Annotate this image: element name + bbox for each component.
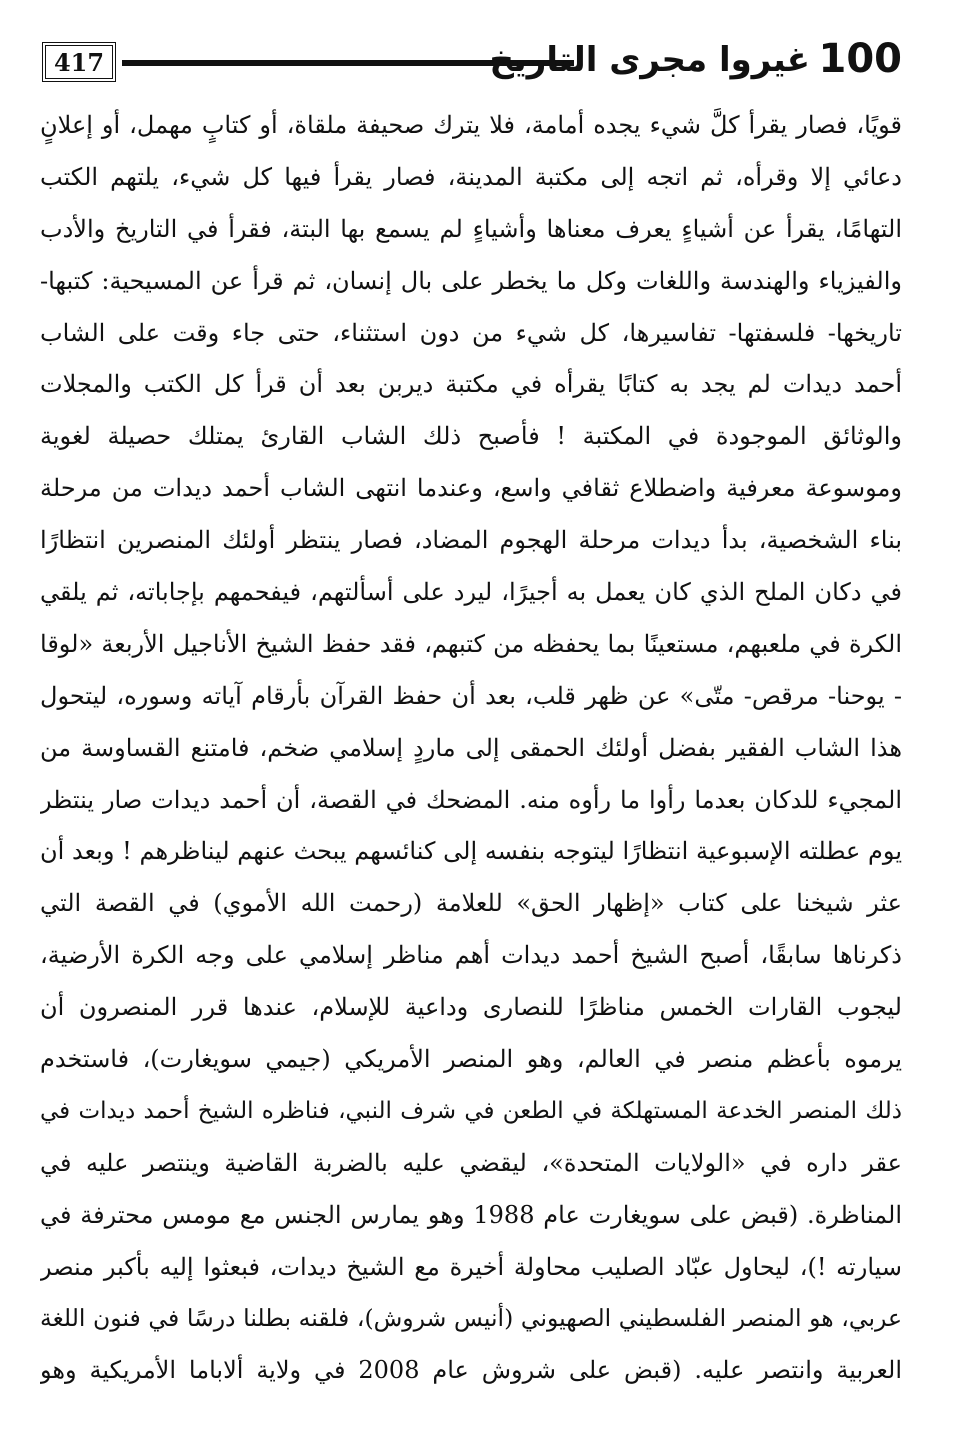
- text-line: قويًا، فصار يقرأ كلَّ شيء يجده أمامة، فلا يترك صحيفة ملقاة، أو كتابٍ مهمل، أو إعلانٍ: [40, 111, 902, 139]
- text-line: المناظرة. (قبض على سويغارت عام 1988 وهو يمارس الجنس مع مومس محترفة في: [40, 1200, 902, 1229]
- page-header: [42, 38, 902, 90]
- text-line: والفيزياء والهندسة واللغات وكل ما يخطر على بال إنسان، ثم قرأ عن المسيحية: كتبها-: [40, 266, 902, 295]
- text-line: التهامًا، يقرأ عن أشياءٍ يعرف معناها وأشياءٍ لم يسمع بها البتة، فقرأ في التاريخ والأدب: [40, 214, 902, 243]
- text-line: يوم عطلته الإسبوعية انتظارًا ليتوجه بنفسه إلى كنائسهم يبحث عنهم ليناظرهم ! وبعد أن: [40, 837, 902, 866]
- book-number: 100: [818, 36, 902, 82]
- book-title: غيروا مجرى التاريخ: [489, 40, 810, 80]
- text-line: دعائي إلا وقرأه، ثم اتجه إلى مكتبة المدينة، فصار يقرأ فيها كل شيء، يلتهم الكتب: [40, 162, 902, 191]
- page-number: 417: [42, 42, 116, 82]
- text-line: سيارته !)، ليحاول عبّاد الصليب محاولة أخيرة مع الشيخ ديدات، فبعثوا إليه بأكبر منصر: [40, 1252, 902, 1281]
- text-line: يرموه بأعظم منصر في العالم، وهو المنصر الأمريكي (جيمي سويغارت)، فاستخدم: [40, 1045, 902, 1074]
- text-line: وموسوعة معرفية واضطلاع ثقافي واسع، وعندما انتهى الشاب أحمد ديدات من مرحلة: [40, 474, 902, 503]
- text-line: في دكان الملح الذي كان يعمل به أجيرًا، ليرد على أسألتهم، فيفحمهم بإجاباته، ثم يلقي: [40, 578, 902, 607]
- text-line: المجيء للدكان بعدما رأوا ما رأوه منه. المضحك في القصة، أن أحمد ديدات صار ينتظر: [40, 785, 902, 814]
- text-line: عثر شيخنا على كتاب «إظهار الحق» للعلامة (رحمت الله الأموي) في القصة التي: [40, 889, 902, 918]
- text-line: الكرة في ملعبهم، مستعينًا بما يحفظه من كتبهم، فقد حفظ الشيخ الأناجيل الأربعة «لوقا: [40, 629, 902, 658]
- text-line: - يوحنا- مرقص- متّى» عن ظهر قلب، بعد أن حفظ القرآن بأرقام آياته وسوره، ليتحول: [40, 681, 902, 710]
- text-line: ذلك المنصر الخدعة المستهلكة في الطعن في شرف النبي، فناظره الشيخ أحمد ديدات في: [40, 1097, 902, 1124]
- text-line: بناء الشخصية، بدأ ديدات مرحلة الهجوم المضاد، فصار ينتظر أولئك المنصرين انتظارًا: [40, 526, 902, 555]
- text-line: عربي، هو المنصر الفلسطيني الصهيوني (أنيس شروش)، فلقنه بطلنا درسًا في فنون اللغة: [40, 1304, 902, 1333]
- text-line: العربية وانتصر عليه. (قبض على شروش عام 2008 في ولاية ألاباما الأمريكية وهو: [40, 1356, 902, 1385]
- text-line: عقر داره في «الولايات المتحدة»، ليقضي عليه بالضربة القاضية وينتصر عليه في: [40, 1148, 902, 1177]
- body-text: [40, 100, 902, 1397]
- text-line: ذكرناها سابقًا، أصبح الشيخ أحمد ديدات أهم مناظر إسلامي على وجه الكرة الأرضية،: [40, 941, 902, 970]
- text-line: والوثائق الموجودة في المكتبة ! فأصبح ذلك الشاب القارئ يمتلك حصيلة لغوية: [40, 422, 902, 451]
- text-line: هذا الشاب الفقير بفضل أولئك الحمقى إلى ماردٍ إسلامي ضخم، فامتنع القساوسة من: [40, 733, 902, 762]
- text-line: أحمد ديدات لم يجد به كتابًا يقرأه في مكتبة ديربن بعد أن قرأ كل الكتب والمجلات: [40, 370, 902, 399]
- text-line: تاريخها- فلسفتها- تفاسيرها، كل شيء من دون استثناء، حتى جاء وقت على الشاب: [40, 318, 902, 347]
- text-line: ليجوب القارات الخمس مناظرًا للنصارى وداعية للإسلام، عندها قرر المنصرون أن: [40, 993, 902, 1022]
